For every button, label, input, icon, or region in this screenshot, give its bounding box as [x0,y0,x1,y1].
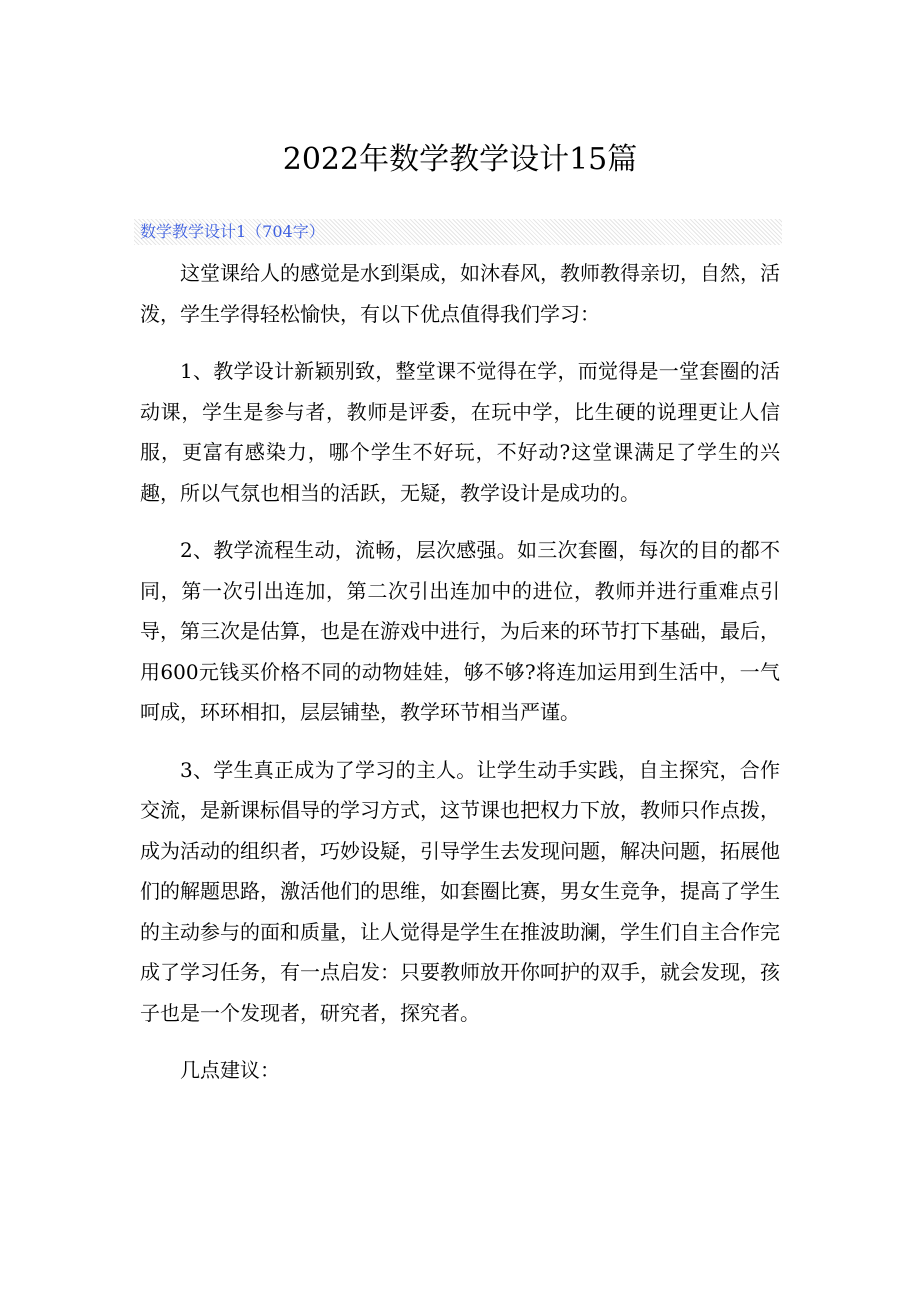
paragraph-suggestions: 几点建议： [180,1058,280,1082]
section-heading-text: 数学教学设计1（704字） [140,222,325,241]
section-heading [134,219,782,245]
document-body [140,253,780,1108]
paragraph-point-2: 2、教学流程生动，流畅，层次感强。如三次套圈，每次的目的都不同，第一次引出连加，第二次引出连加中的进位，教师并进行重难点引导，第三次是估算，也是在游戏中进行，为后来的环节打下基础，最后，用600元钱买价格不同的动物娃娃，够不够?将连加运用到生活中，一气呵成，环环相扣，层层铺垫，教学环节相当严谨。 [140,538,780,724]
paragraph-point-1: 1、教学设计新颖别致，整堂课不觉得在学，而觉得是一堂套圈的活动课，学生是参与者，教师是评委，在玩中学，比生硬的说理更让人信服，更富有感染力，哪个学生不好玩，不好动?这堂课满足了学生的兴趣，所以气氛也相当的活跃，无疑，教学设计是成功的。 [140,359,780,505]
paragraph-point-3: 3、学生真正成为了学习的主人。让学生动手实践，自主探究，合作交流，是新课标倡导的学习方式，这节课也把权力下放，教师只作点拨，成为活动的组织者，巧妙设疑，引导学生去发现问题，解决问题，拓展他们的解题思路，激活他们的思维，如套圈比赛，男女生竞争，提高了学生的主动参与的面和质量，让人觉得是学生在推波助澜，学生们自主合作完成了学习任务，有一点启发：只要教师放开你呵护的双手，就会发现，孩子也是一个发现者，研究者，探究者。 [140,757,780,1025]
document-title: 2022年数学教学设计15篇 [282,142,638,177]
paragraph-intro: 这堂课给人的感觉是水到渠成，如沐春风，教师教得亲切，自然，活泼，学生学得轻松愉快，有以下优点值得我们学习： [140,261,780,326]
